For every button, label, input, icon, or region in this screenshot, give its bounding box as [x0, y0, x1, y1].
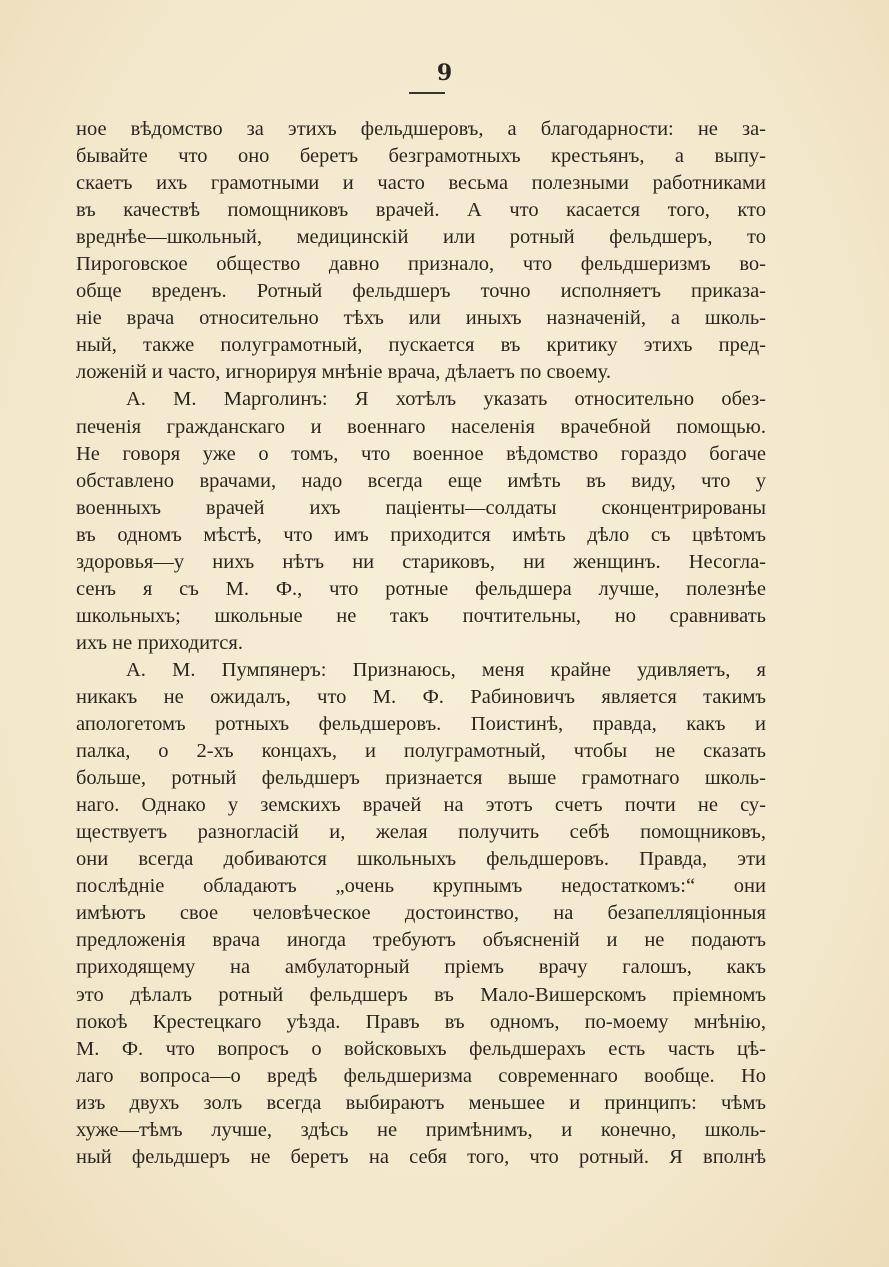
text-line: палка, о 2-хъ концахъ, и полуграмотный, чтобы не сказать: [76, 740, 766, 763]
text-line: это дѣлалъ ротный фельдшеръ въ Мало-Вишерскомъ пріемномъ: [76, 983, 766, 1006]
text-line: хуже—тѣмъ лучше, здѣсь не примѣнимъ, и конечно, школь-: [76, 1118, 766, 1141]
text-line: приходящему на амбулаторный пріемъ врачу галошъ, какъ: [76, 956, 766, 979]
text-line: они всегда добиваются школьныхъ фельдшеровъ. Правда, эти: [76, 848, 766, 871]
text-line: здоровья—у нихъ нѣтъ ни стариковъ, ни женщинъ. Несогла-: [76, 550, 766, 573]
text-line: ное вѣдомство за этихъ фельдшеровъ, а благодарности: не за-: [76, 118, 766, 140]
text-line: ложеній и часто, игнорируя мнѣніе врача, дѣлаетъ по своему.: [76, 361, 611, 384]
text-line: въ одномъ мѣстѣ, что имъ приходится имѣть дѣло съ цвѣтомъ: [76, 523, 766, 546]
text-line: скаетъ ихъ грамотными и часто весьма полезными работниками: [76, 172, 766, 195]
text-line: военныхъ врачей ихъ паціенты—солдаты сконцентрированы: [76, 496, 766, 519]
text-line: покоѣ Крестецкаго уѣзда. Правъ въ одномъ, по-моему мнѣнію,: [76, 1010, 766, 1033]
text-line: обще вреденъ. Ротный фельдшеръ точно исполняетъ приказа-: [76, 280, 766, 303]
text-line: ный фельдшеръ не беретъ на себя того, что ротный. Я вполнѣ: [76, 1145, 766, 1168]
text-line: ніе врача относительно тѣхъ или иныхъ назначеній, а школь-: [76, 307, 766, 330]
text-line: лаго вопроса—о вредѣ фельдшеризма современнаго вообще. Но: [76, 1064, 766, 1087]
page-number-underline: [409, 92, 445, 94]
text-line: печенія гражданскаго и военнаго населенія врачебной помощью.: [76, 415, 766, 438]
text-line: апологетомъ ротныхъ фельдшеровъ. Поистинѣ, правда, какъ и: [76, 713, 766, 736]
text-line: школьныхъ; школьные не такъ почтительны, но сравнивать: [76, 604, 766, 627]
text-line: ихъ не приходится.: [76, 631, 243, 654]
text-line: въ качествѣ помощниковъ врачей. А что касается того, кто: [76, 199, 766, 222]
text-line: А. М. Пумпянеръ: Признаюсь, меня крайне удивляетъ, я: [126, 658, 766, 681]
text-line: вреднѣе—школьный, медицинскій или ротный фельдшеръ, то: [76, 226, 766, 249]
page-number: 9: [436, 60, 453, 86]
text-line: изъ двухъ золъ всегда выбираютъ меньшее и принципъ: чѣмъ: [76, 1091, 766, 1114]
text-line: ществуетъ разногласій и, желая получить себѣ помощниковъ,: [76, 821, 766, 844]
text-line: послѣдніе обладаютъ „очень крупнымъ недостаткомъ:“ они: [76, 875, 766, 898]
text-line: наго. Однако у земскихъ врачей на этотъ счетъ почти не су-: [76, 794, 766, 817]
text-line: бывайте что оно беретъ безграмотныхъ крестьянъ, а выпу-: [76, 145, 766, 168]
text-line: М. Ф. что вопросъ о войсковыхъ фельдшерахъ есть часть цѣ-: [76, 1037, 766, 1060]
text-line: сенъ я съ М. Ф., что ротные фельдшера лучше, полезнѣе: [76, 577, 766, 600]
text-line: Пироговское общество давно признало, что фельдшеризмъ во-: [76, 253, 766, 276]
text-line: больше, ротный фельдшеръ признается выше грамотнаго школь-: [76, 767, 766, 790]
text-line: А. М. Марголинъ: Я хотѣлъ указать относительно обез-: [126, 388, 766, 411]
text-line: предложенія врача иногда требуютъ объясненій и не подаютъ: [76, 929, 766, 952]
text-line: Не говоря уже о томъ, что военное вѣдомство гораздо богаче: [76, 442, 766, 465]
text-line: имѣютъ свое человѣческое достоинство, на безапелляціонныя: [76, 902, 766, 925]
body-text: [76, 116, 766, 1171]
text-line: обставлено врачами, надо всегда еще имѣть въ виду, что у: [76, 469, 766, 492]
text-line: ный, также полуграмотный, пускается въ критику этихъ пред-: [76, 334, 766, 357]
text-line: никакъ не ожидалъ, что М. Ф. Рабиновичъ является такимъ: [76, 685, 766, 708]
